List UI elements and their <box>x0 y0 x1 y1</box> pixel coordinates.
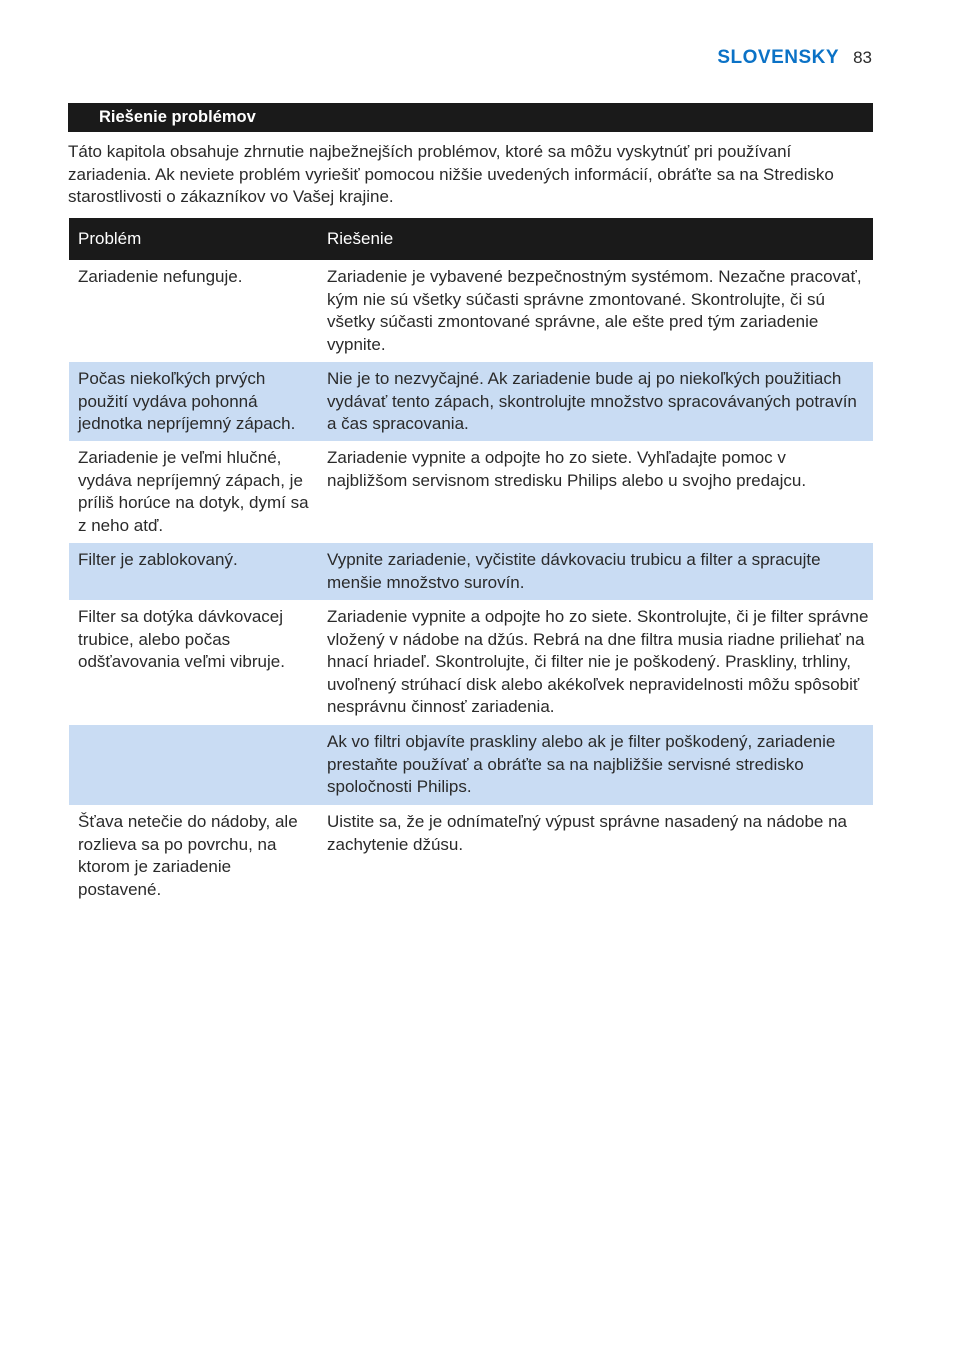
problem-cell: Zariadenie je veľmi hlučné, vydáva nepríjemný zápach, je príliš horúce na dotyk, dymí sa z neho atď. <box>78 448 309 535</box>
column-header-solution: Riešenie <box>327 228 394 248</box>
problem-cell: Šťava netečie do nádoby, ale rozlieva sa po povrchu, na ktorom je zariadenie postavené. <box>78 812 298 899</box>
table-row <box>69 543 873 600</box>
troubleshooting-table <box>69 218 873 907</box>
solution-cell: Zariadenie vypnite a odpojte ho zo siete. Skontrolujte, či je filter správne vložený v nádobe na džús. Rebrá na dne filtra musia riadne priliehať na hnací hriadeľ. Skontrolujte, či filter nie je poškodený. Praskliny, trhliny, uvoľnený strúhací disk alebo akékoľvek nepravidelnosti môžu spôsobiť nesprávnu činnosť zariadenia. <box>327 607 869 717</box>
problem-cell: Filter je zablokovaný. <box>78 550 238 569</box>
problem-cell: Zariadenie nefunguje. <box>78 267 243 286</box>
solution-cell: Vypnite zariadenie, vyčistite dávkovaciu trubicu a filter a spracujte menšie množstvo surovín. <box>327 550 821 592</box>
solution-cell: Uistite sa, že je odnímateľný výpust správne nasadený na nádobe na zachytenie džúsu. <box>327 812 848 854</box>
section-title-bar <box>68 103 873 132</box>
solution-cell: Ak vo filtri objavíte praskliny alebo ak je filter poškodený, zariadenie prestaňte používať a obráťte sa na najbližšie servisné stredisko spoločnosti Philips. <box>327 732 836 797</box>
table-row <box>69 725 873 805</box>
intro-paragraph: Táto kapitola obsahuje zhrnutie najbežnejších problémov, ktoré sa môžu vyskytnúť pri používaní zariadenia. Ak neviete problém vyriešiť pomocou nižšie uvedených informácií, obráťte sa na Stredisko starostlivosti o zákazníkov vo Vašej krajine. <box>68 142 834 207</box>
table-row <box>69 600 873 725</box>
column-header-problem: Problém <box>78 228 142 248</box>
problem-cell: Filter sa dotýka dávkovacej trubice, alebo počas odšťavovania veľmi vibruje. <box>78 607 285 672</box>
table-row <box>69 805 873 907</box>
problem-cell <box>69 725 318 731</box>
problem-cell: Počas niekoľkých prvých použití vydáva pohonná jednotka nepríjemný zápach. <box>78 369 296 434</box>
section-title: Riešenie problémov <box>99 108 256 126</box>
solution-cell: Zariadenie je vybavené bezpečnostným systémom. Nezačne pracovať, kým nie sú všetky súčasti správne zmontované. Skontrolujte, či sú všetky súčasti zmontované správne, ale ešte pred tým zariadenie vypnite. <box>327 267 862 354</box>
table-header-row <box>69 218 873 260</box>
language-label: SLOVENSKY <box>717 47 840 68</box>
solution-cell: Nie je to nezvyčajné. Ak zariadenie bude aj po niekoľkých použitiach vydávať tento zápach, skontrolujte množstvo spracovávaných potravín a čas spracovania. <box>327 369 857 434</box>
table-row <box>69 260 873 362</box>
solution-cell: Zariadenie vypnite a odpojte ho zo siete. Vyhľadajte pomoc v najbližšom servisnom stredisku Philips alebo u svojho predajcu. <box>327 448 807 490</box>
table-row <box>69 441 873 543</box>
table-row <box>69 362 873 441</box>
page-number: 83 <box>853 48 872 67</box>
page-header <box>717 47 872 69</box>
